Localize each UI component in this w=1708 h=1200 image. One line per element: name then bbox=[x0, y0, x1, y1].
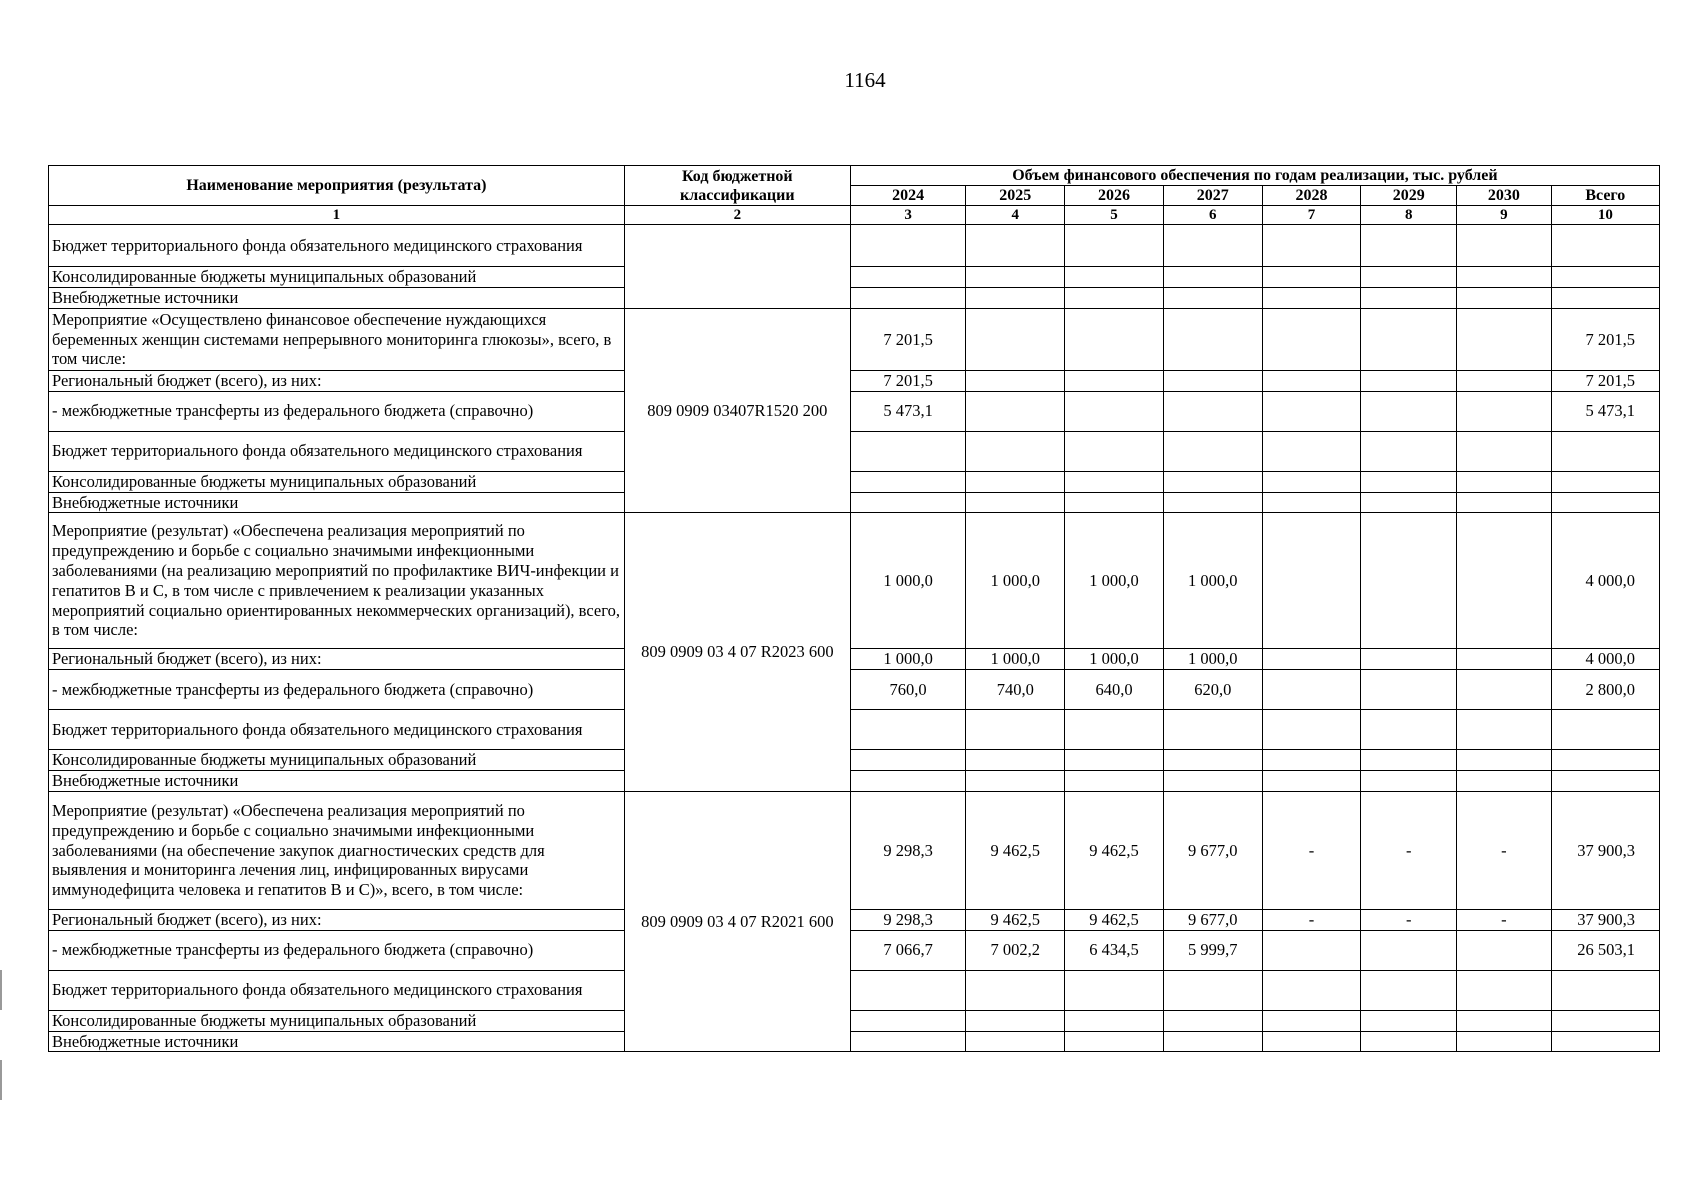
year-value bbox=[1457, 308, 1552, 370]
year-value bbox=[1262, 710, 1361, 750]
year-value bbox=[1262, 471, 1361, 492]
year-value bbox=[1262, 308, 1361, 370]
year-value bbox=[1457, 471, 1552, 492]
row-name: Консолидированные бюджеты муниципальных образований bbox=[49, 471, 625, 492]
total-value bbox=[1551, 750, 1659, 771]
row-name: - межбюджетные трансферты из федерального бюджета (справочно) bbox=[49, 391, 625, 431]
budget-code bbox=[624, 225, 850, 309]
table-row bbox=[49, 771, 1660, 792]
year-value bbox=[1457, 750, 1552, 771]
header-year: 2027 bbox=[1163, 186, 1262, 206]
row-name: Бюджет территориального фонда обязательного медицинского страхования bbox=[49, 970, 625, 1010]
year-value: 7 201,5 bbox=[850, 370, 966, 391]
year-value: 1 000,0 bbox=[1065, 513, 1164, 649]
year-value: 1 000,0 bbox=[966, 513, 1065, 649]
year-value bbox=[1163, 225, 1262, 267]
total-value bbox=[1551, 288, 1659, 309]
header-year: 2024 bbox=[850, 186, 966, 206]
year-value bbox=[1163, 492, 1262, 513]
column-number-row bbox=[49, 206, 1660, 225]
total-value bbox=[1551, 471, 1659, 492]
year-value: 1 000,0 bbox=[966, 649, 1065, 670]
total-value: 4 000,0 bbox=[1551, 513, 1659, 649]
year-value bbox=[1457, 710, 1552, 750]
year-value: 7 066,7 bbox=[850, 930, 966, 970]
year-value bbox=[850, 492, 966, 513]
row-name: Консолидированные бюджеты муниципальных образований bbox=[49, 267, 625, 288]
year-value bbox=[966, 391, 1065, 431]
year-value bbox=[850, 225, 966, 267]
year-value: 9 462,5 bbox=[1065, 791, 1164, 909]
year-value: 9 462,5 bbox=[1065, 909, 1164, 930]
year-value: 760,0 bbox=[850, 670, 966, 710]
year-value bbox=[966, 288, 1065, 309]
table-row bbox=[49, 750, 1660, 771]
year-value bbox=[1262, 370, 1361, 391]
table-row bbox=[49, 267, 1660, 288]
year-value: 5 473,1 bbox=[850, 391, 966, 431]
year-value bbox=[966, 970, 1065, 1010]
year-value bbox=[850, 1010, 966, 1031]
total-value bbox=[1551, 970, 1659, 1010]
header-year: 2025 bbox=[966, 186, 1065, 206]
year-value bbox=[1361, 391, 1457, 431]
year-value bbox=[850, 267, 966, 288]
year-value bbox=[1262, 288, 1361, 309]
year-value bbox=[1065, 771, 1164, 792]
scan-edge-mark bbox=[0, 1060, 2, 1100]
year-value bbox=[1065, 391, 1164, 431]
year-value: 9 298,3 bbox=[850, 791, 966, 909]
year-value bbox=[966, 771, 1065, 792]
year-value bbox=[1163, 970, 1262, 1010]
year-value bbox=[1361, 225, 1457, 267]
year-value bbox=[966, 370, 1065, 391]
page-number: 1164 bbox=[844, 68, 886, 92]
table-row bbox=[49, 930, 1660, 970]
year-value: 5 999,7 bbox=[1163, 930, 1262, 970]
year-value bbox=[850, 471, 966, 492]
year-value bbox=[1262, 771, 1361, 792]
total-value bbox=[1551, 771, 1659, 792]
year-value bbox=[1361, 649, 1457, 670]
year-value: - bbox=[1361, 791, 1457, 909]
year-value bbox=[1361, 471, 1457, 492]
row-name: Бюджет территориального фонда обязательного медицинского страхования bbox=[49, 431, 625, 471]
table-row bbox=[49, 513, 1660, 649]
total-value: 5 473,1 bbox=[1551, 391, 1659, 431]
year-value bbox=[1163, 308, 1262, 370]
table-row bbox=[49, 308, 1660, 370]
year-value bbox=[850, 431, 966, 471]
table-row bbox=[49, 288, 1660, 309]
header-year: 2028 bbox=[1262, 186, 1361, 206]
year-value bbox=[1262, 513, 1361, 649]
year-value: 9 298,3 bbox=[850, 909, 966, 930]
year-value bbox=[1457, 1031, 1552, 1052]
column-number: 3 bbox=[850, 206, 966, 225]
year-value bbox=[850, 771, 966, 792]
total-value: 26 503,1 bbox=[1551, 930, 1659, 970]
year-value bbox=[1262, 492, 1361, 513]
year-value bbox=[1163, 771, 1262, 792]
row-name: Бюджет территориального фонда обязательного медицинского страхования bbox=[49, 710, 625, 750]
year-value bbox=[1065, 267, 1164, 288]
year-value: 7 002,2 bbox=[966, 930, 1065, 970]
year-value bbox=[1065, 710, 1164, 750]
year-value: 9 462,5 bbox=[966, 909, 1065, 930]
year-value: 7 201,5 bbox=[850, 308, 966, 370]
year-value bbox=[1163, 750, 1262, 771]
year-value bbox=[1262, 649, 1361, 670]
row-name: - межбюджетные трансферты из федерального бюджета (справочно) bbox=[49, 930, 625, 970]
year-value bbox=[1262, 930, 1361, 970]
table-row bbox=[49, 431, 1660, 471]
year-value bbox=[1262, 670, 1361, 710]
year-value bbox=[1262, 750, 1361, 771]
year-value bbox=[1163, 391, 1262, 431]
year-value: 6 434,5 bbox=[1065, 930, 1164, 970]
year-value bbox=[1457, 1010, 1552, 1031]
total-value bbox=[1551, 225, 1659, 267]
year-value bbox=[1163, 1031, 1262, 1052]
total-value: 7 201,5 bbox=[1551, 370, 1659, 391]
table-row bbox=[49, 471, 1660, 492]
column-number: 6 bbox=[1163, 206, 1262, 225]
year-value bbox=[850, 710, 966, 750]
year-value bbox=[1065, 471, 1164, 492]
year-value: 9 677,0 bbox=[1163, 909, 1262, 930]
table-row bbox=[49, 649, 1660, 670]
column-number: 1 bbox=[49, 206, 625, 225]
year-value bbox=[850, 288, 966, 309]
row-name: Мероприятие «Осуществлено финансовое обеспечение нуждающихся беременных женщин системами непрерывного мониторинга глюкозы», всего, в том числе: bbox=[49, 308, 625, 370]
table-row bbox=[49, 370, 1660, 391]
table-row bbox=[49, 225, 1660, 267]
total-value bbox=[1551, 1031, 1659, 1052]
year-value: 9 462,5 bbox=[966, 791, 1065, 909]
table-row bbox=[49, 710, 1660, 750]
row-name: Региональный бюджет (всего), из них: bbox=[49, 909, 625, 930]
column-number: 8 bbox=[1361, 206, 1457, 225]
table-row bbox=[49, 1031, 1660, 1052]
budget-table bbox=[48, 165, 1660, 1052]
column-number: 9 bbox=[1457, 206, 1552, 225]
year-value: 640,0 bbox=[1065, 670, 1164, 710]
year-value bbox=[1457, 649, 1552, 670]
year-value bbox=[1065, 1010, 1164, 1031]
year-value bbox=[966, 431, 1065, 471]
row-name: Региональный бюджет (всего), из них: bbox=[49, 370, 625, 391]
year-value bbox=[1361, 930, 1457, 970]
row-name: Мероприятие (результат) «Обеспечена реализация мероприятий по предупреждению и борьбе с социально значимыми инфекционными заболеваниями (на обеспечение закупок диагностических средств для выявления и мониторинга лечения лиц, инфицированных вирусами иммунодефицита человека и гепатитов B и C)», всего, в том числе: bbox=[49, 791, 625, 909]
year-value bbox=[1457, 513, 1552, 649]
year-value bbox=[1163, 370, 1262, 391]
year-value bbox=[1262, 225, 1361, 267]
total-value: 2 800,0 bbox=[1551, 670, 1659, 710]
year-value: 1 000,0 bbox=[1163, 513, 1262, 649]
year-value bbox=[1065, 288, 1164, 309]
year-value bbox=[1065, 970, 1164, 1010]
year-value: - bbox=[1262, 909, 1361, 930]
year-value bbox=[1065, 308, 1164, 370]
year-value bbox=[1361, 431, 1457, 471]
header-name: Наименование мероприятия (результата) bbox=[49, 166, 625, 206]
year-value bbox=[1163, 288, 1262, 309]
year-value: 620,0 bbox=[1163, 670, 1262, 710]
year-value bbox=[1065, 750, 1164, 771]
header-total: Всего bbox=[1551, 186, 1659, 206]
year-value bbox=[966, 492, 1065, 513]
year-value bbox=[1361, 513, 1457, 649]
header-year: 2026 bbox=[1065, 186, 1164, 206]
table-row bbox=[49, 492, 1660, 513]
year-value bbox=[1457, 930, 1552, 970]
row-name: Региональный бюджет (всего), из них: bbox=[49, 649, 625, 670]
table-row bbox=[49, 391, 1660, 431]
year-value bbox=[850, 970, 966, 1010]
year-value bbox=[1262, 970, 1361, 1010]
header-year: 2030 bbox=[1457, 186, 1552, 206]
year-value bbox=[966, 750, 1065, 771]
column-number: 5 bbox=[1065, 206, 1164, 225]
year-value bbox=[1163, 471, 1262, 492]
year-value: 9 677,0 bbox=[1163, 791, 1262, 909]
row-name: Внебюджетные источники bbox=[49, 492, 625, 513]
year-value bbox=[1065, 492, 1164, 513]
year-value bbox=[1361, 771, 1457, 792]
year-value bbox=[1361, 750, 1457, 771]
year-value bbox=[1361, 370, 1457, 391]
row-name: - межбюджетные трансферты из федерального бюджета (справочно) bbox=[49, 670, 625, 710]
year-value bbox=[1361, 288, 1457, 309]
year-value: 1 000,0 bbox=[1163, 649, 1262, 670]
year-value bbox=[1361, 670, 1457, 710]
year-value: - bbox=[1262, 791, 1361, 909]
year-value bbox=[966, 1031, 1065, 1052]
year-value: - bbox=[1361, 909, 1457, 930]
row-name: Внебюджетные источники bbox=[49, 771, 625, 792]
year-value bbox=[1361, 308, 1457, 370]
total-value bbox=[1551, 492, 1659, 513]
year-value bbox=[1361, 1031, 1457, 1052]
column-number: 10 bbox=[1551, 206, 1659, 225]
year-value bbox=[1361, 267, 1457, 288]
table-body bbox=[49, 225, 1660, 1052]
year-value: 1 000,0 bbox=[850, 513, 966, 649]
year-value bbox=[1457, 970, 1552, 1010]
header-funding: Объем финансового обеспечения по годам реализации, тыс. рублей bbox=[850, 166, 1659, 186]
table-row bbox=[49, 791, 1660, 909]
year-value bbox=[1457, 771, 1552, 792]
year-value bbox=[966, 267, 1065, 288]
row-name: Внебюджетные источники bbox=[49, 288, 625, 309]
budget-code: 809 0909 03 4 07 R2021 600 bbox=[624, 791, 850, 1051]
year-value bbox=[1262, 267, 1361, 288]
year-value: - bbox=[1457, 791, 1552, 909]
year-value bbox=[850, 1031, 966, 1052]
year-value bbox=[1361, 970, 1457, 1010]
year-value bbox=[1163, 1010, 1262, 1031]
year-value bbox=[1163, 267, 1262, 288]
year-value bbox=[1457, 492, 1552, 513]
year-value: 1 000,0 bbox=[850, 649, 966, 670]
year-value bbox=[1065, 370, 1164, 391]
total-value: 37 900,3 bbox=[1551, 791, 1659, 909]
total-value: 7 201,5 bbox=[1551, 308, 1659, 370]
total-value bbox=[1551, 1010, 1659, 1031]
year-value bbox=[966, 1010, 1065, 1031]
total-value bbox=[1551, 431, 1659, 471]
total-value bbox=[1551, 710, 1659, 750]
year-value bbox=[1457, 391, 1552, 431]
row-name: Мероприятие (результат) «Обеспечена реализация мероприятий по предупреждению и борьбе с социально значимыми инфекционными заболеваниями (на реализацию мероприятий по профилактике ВИЧ-инфекции и гепатитов B и C, в том числе с привлечением к реализации указанных мероприятий социально ориентированных некоммерческих организаций), всего, в том числе: bbox=[49, 513, 625, 649]
scan-edge-mark bbox=[0, 970, 2, 1010]
year-value bbox=[1163, 710, 1262, 750]
year-value bbox=[1065, 225, 1164, 267]
total-value: 4 000,0 bbox=[1551, 649, 1659, 670]
row-name: Внебюджетные источники bbox=[49, 1031, 625, 1052]
table-row bbox=[49, 1010, 1660, 1031]
year-value bbox=[966, 710, 1065, 750]
budget-code: 809 0909 03 4 07 R2023 600 bbox=[624, 513, 850, 792]
column-number: 4 bbox=[966, 206, 1065, 225]
year-value bbox=[1457, 267, 1552, 288]
row-name: Бюджет территориального фонда обязательного медицинского страхования bbox=[49, 225, 625, 267]
year-value bbox=[1457, 431, 1552, 471]
year-value bbox=[1457, 225, 1552, 267]
year-value bbox=[1457, 288, 1552, 309]
year-value bbox=[1262, 1010, 1361, 1031]
year-value: 740,0 bbox=[966, 670, 1065, 710]
year-value bbox=[1065, 431, 1164, 471]
year-value: - bbox=[1457, 909, 1552, 930]
year-value bbox=[1163, 431, 1262, 471]
budget-code: 809 0909 03407R1520 200 bbox=[624, 308, 850, 512]
year-value bbox=[1262, 1031, 1361, 1052]
year-value bbox=[1262, 431, 1361, 471]
header-code: Код бюджетной классификации bbox=[624, 166, 850, 206]
year-value: 1 000,0 bbox=[1065, 649, 1164, 670]
total-value: 37 900,3 bbox=[1551, 909, 1659, 930]
year-value bbox=[1457, 370, 1552, 391]
row-name: Консолидированные бюджеты муниципальных образований bbox=[49, 1010, 625, 1031]
total-value bbox=[1551, 267, 1659, 288]
year-value bbox=[966, 308, 1065, 370]
year-value bbox=[966, 471, 1065, 492]
year-value bbox=[1361, 1010, 1457, 1031]
row-name: Консолидированные бюджеты муниципальных образований bbox=[49, 750, 625, 771]
year-value bbox=[1262, 391, 1361, 431]
table-row bbox=[49, 970, 1660, 1010]
table-row bbox=[49, 670, 1660, 710]
year-value bbox=[1361, 710, 1457, 750]
column-number: 7 bbox=[1262, 206, 1361, 225]
year-value bbox=[1457, 670, 1552, 710]
header-year: 2029 bbox=[1361, 186, 1457, 206]
column-number: 2 bbox=[624, 206, 850, 225]
year-value bbox=[850, 750, 966, 771]
year-value bbox=[1361, 492, 1457, 513]
year-value bbox=[1065, 1031, 1164, 1052]
year-value bbox=[966, 225, 1065, 267]
table-row bbox=[49, 909, 1660, 930]
